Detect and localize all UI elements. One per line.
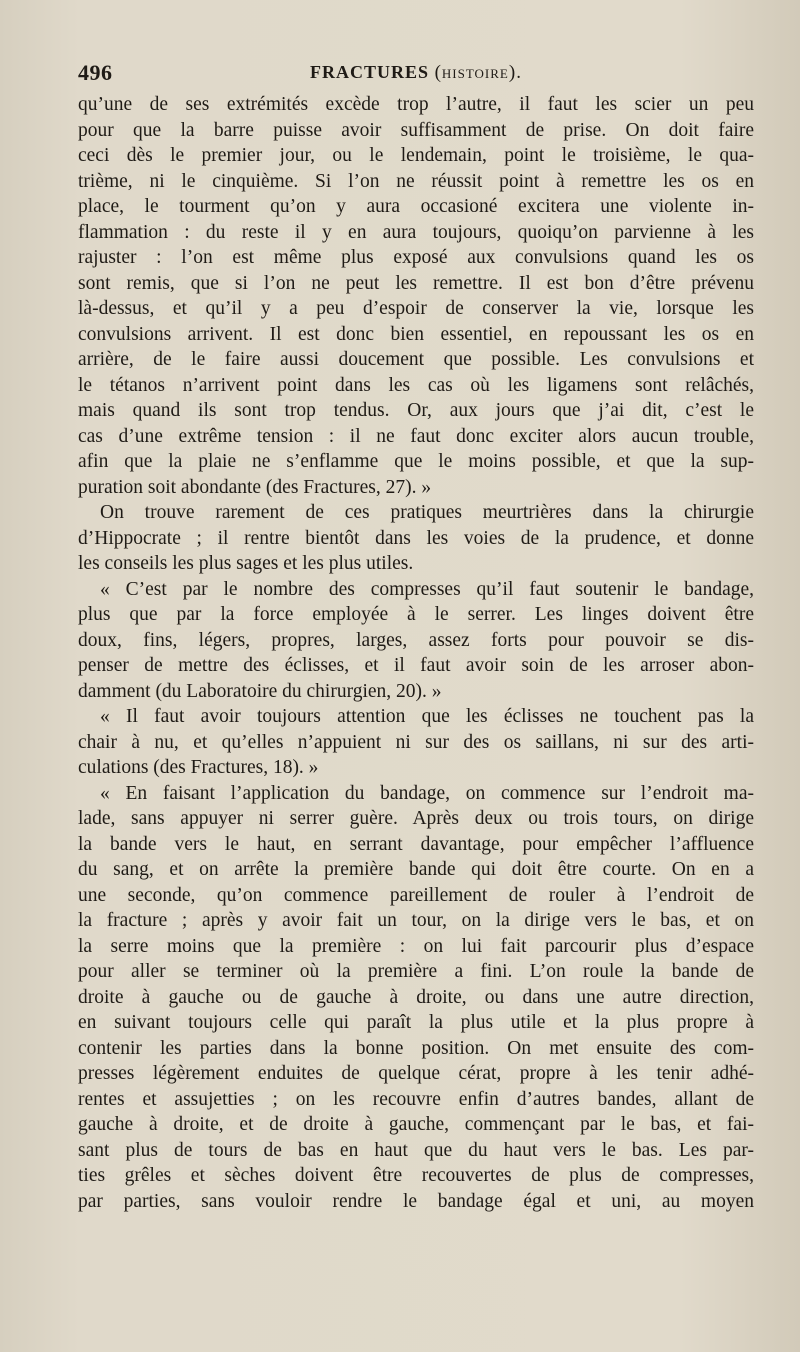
text-line: le tétanos n’arrivent point dans les cas où les ligamens sont relâchés, xyxy=(78,374,754,396)
text-line: culations (des Fractures, 18). » xyxy=(78,757,319,778)
text-line: contenir les parties dans la bonne position. On met ensuite des com- xyxy=(78,1037,754,1059)
running-head-subtitle: (histoire). xyxy=(434,62,522,83)
text-line: cas d’une extrême tension : il ne faut donc exciter alors aucun trouble, xyxy=(78,425,754,447)
text-line: doux, fins, légers, propres, larges, assez forts pour pouvoir se dis- xyxy=(78,629,754,651)
text-line: rajuster : l’on est même plus exposé aux convulsions quand les os xyxy=(78,247,754,268)
text-line: « En faisant l’application du bandage, on commence sur l’endroit ma- xyxy=(100,782,754,804)
text-line: « Il faut avoir toujours attention que les éclisses ne touchent pas la xyxy=(100,706,754,727)
text-line: puration soit abondante (des Fractures, 27). » xyxy=(78,476,432,498)
text-line: du sang, et on arrête la première bande qui doit être courte. On en a xyxy=(78,859,754,880)
text-line: trième, ni le cinquième. Si l’on ne réussit point à remettre les os en xyxy=(78,170,754,192)
text-line: « C’est par le nombre des compresses qu’il faut soutenir le bandage, xyxy=(100,578,754,600)
text-line: droite à gauche ou de gauche à droite, ou dans une autre direction, xyxy=(78,986,754,1008)
running-head-title: FRACTURES xyxy=(310,62,430,82)
text-line: sant plus de tours de bas en haut que du haut vers le bas. Les par- xyxy=(78,1139,754,1161)
text-line: d’Hippocrate ; il rentre bientôt dans les voies de la prudence, et donne xyxy=(78,527,754,549)
text-line: afin que la plaie ne s’enflamme que le moins possible, et que la sup- xyxy=(78,451,754,472)
text-line: penser de mettre des éclisses, et il faut avoir soin de les arroser abon- xyxy=(78,655,754,676)
text-line: la bande vers le haut, en serrant davantage, pour empêcher l’affluence xyxy=(78,833,754,855)
text-line: flammation : du reste il y en aura toujours, quoiqu’on parvienne à les xyxy=(78,221,754,243)
text-line: pour aller se terminer où la première a fini. L’on roule la bande de xyxy=(78,961,754,982)
text-line: mais quand ils sont trop tendus. Or, aux jours que j’ai dit, c’est le xyxy=(78,400,754,421)
running-head xyxy=(78,62,754,84)
text-line: en suivant toujours celle qui paraît la plus utile et la plus propre à xyxy=(78,1012,754,1033)
text-line: une seconde, qu’on commence pareillement de rouler à l’endroit de xyxy=(78,884,754,906)
text-line: gauche à droite, et de droite à gauche, commençant par le bas, et fai- xyxy=(78,1114,754,1135)
text-line: On trouve rarement de ces pratiques meurtrières dans la chirurgie xyxy=(100,502,754,523)
text-line: convulsions arrivent. Il est donc bien essentiel, en repoussant les os en xyxy=(78,323,754,345)
text-line: la serre moins que la première : on lui fait parcourir plus d’espace xyxy=(78,935,754,957)
text-line: par parties, sans vouloir rendre le bandage égal et uni, au moyen xyxy=(78,1190,754,1212)
text-line: arrière, de le faire aussi doucement que possible. Les convulsions et xyxy=(78,349,754,370)
page-header xyxy=(78,60,754,90)
text-line: rentes et assujetties ; on les recouvre enfin d’autres bandes, allant de xyxy=(78,1088,754,1110)
text-line: chair à nu, et qu’elles n’appuient ni sur des os saillans, ni sur des arti- xyxy=(78,731,754,753)
page-number: 496 xyxy=(78,60,113,85)
text-line: ceci dès le premier jour, ou le lendemain, point le troisième, le qua- xyxy=(78,145,754,166)
text-line: qu’une de ses extrémités excède trop l’autre, il faut les scier un peu xyxy=(78,94,754,115)
text-line: lade, sans appuyer ni serrer guère. Après deux ou trois tours, on dirige xyxy=(78,808,754,829)
text-line: ties grêles et sèches doivent être recouvertes de plus de compresses, xyxy=(78,1165,754,1186)
text-line: les conseils les plus sages et les plus utiles. xyxy=(78,553,414,574)
text-line: presses légèrement enduites de quelque cérat, propre à les tenir adhé- xyxy=(78,1063,754,1084)
text-line: place, le tourment qu’on y aura occasioné excitera une violente in- xyxy=(78,196,754,217)
text-line: la fracture ; après y avoir fait un tour, on la dirige vers le bas, et on xyxy=(78,910,754,931)
body-text xyxy=(78,92,754,1214)
text-line: sont remis, que si l’on ne peut les remettre. Il est bon d’être prévenu xyxy=(78,272,754,294)
text-line: damment (du Laboratoire du chirurgien, 20). » xyxy=(78,680,442,702)
text-line: pour que la barre puisse avoir suffisamment de prise. On doit faire xyxy=(78,119,754,141)
text-line: là-dessus, et qu’il y a peu d’espoir de conserver la vie, lorsque les xyxy=(78,298,754,319)
text-line: plus que par la force employée à le serrer. Les linges doivent être xyxy=(78,604,754,625)
